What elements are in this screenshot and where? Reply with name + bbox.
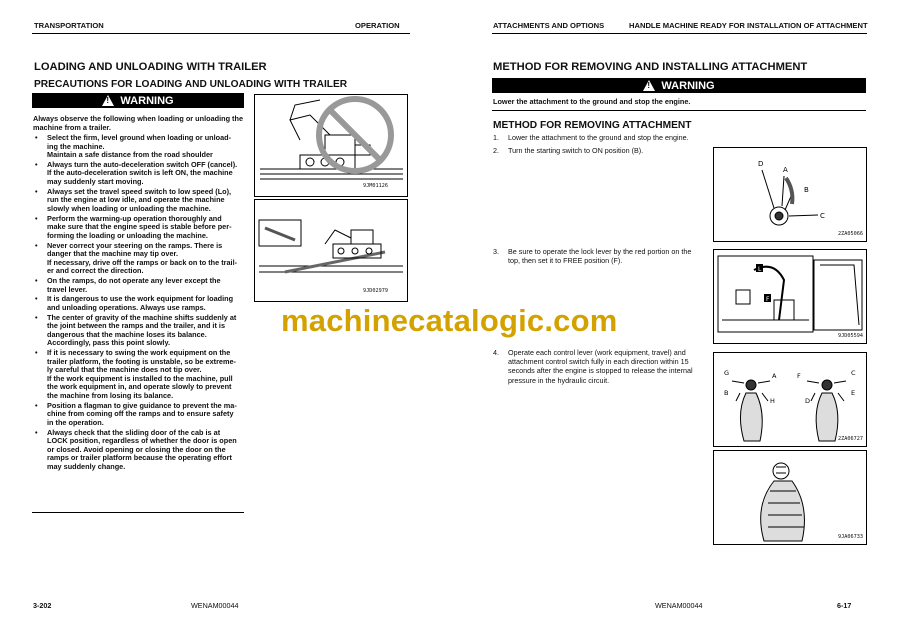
label-l: L bbox=[758, 266, 762, 273]
right-header-chapter: HANDLE MACHINE READY FOR INSTALLATION OF ATTACHMENT bbox=[629, 21, 868, 30]
step-number: 3. bbox=[493, 247, 499, 256]
fig-code: 9JA06733 bbox=[838, 534, 863, 540]
bullet-line: • Select the firm, level ground when loading or unload- bbox=[47, 133, 232, 142]
bullet-line: • Perform the warming-up operation thoroughly and bbox=[47, 213, 222, 223]
bullet-line: ing the machine. bbox=[47, 141, 105, 151]
bullet-item bbox=[33, 314, 247, 348]
left-intro: Always observe the following when loading or unloading the machine from a trailer. bbox=[33, 114, 244, 133]
bullet-line: • Never correct your steering on the ramps. There is bbox=[47, 240, 223, 250]
bullet-item bbox=[33, 161, 247, 187]
figure-trailer-prohibited bbox=[254, 94, 408, 197]
bullet-line: If necessary, drive off the ramps or back on to the trail- bbox=[47, 257, 238, 267]
warning-triangle-icon bbox=[643, 80, 655, 91]
bullet-line: forming the loading or unloading the machine. bbox=[47, 230, 208, 240]
bullet-line: • Always check that the sliding door of the cab is at bbox=[47, 427, 221, 437]
fig-code: 9JD02979 bbox=[363, 288, 388, 294]
fig-code: 9JD05594 bbox=[838, 333, 863, 339]
right-header-rule bbox=[492, 33, 867, 34]
bullet-item bbox=[33, 429, 247, 472]
figure-lock-lever bbox=[713, 249, 867, 344]
bullet-line: • Always set the travel speed switch to low speed (Lo), bbox=[47, 186, 232, 196]
label-a: A bbox=[772, 372, 777, 380]
fig-code: 2ZA06727 bbox=[838, 436, 863, 442]
figure-control-levers bbox=[713, 352, 867, 447]
bullet-item bbox=[33, 295, 247, 312]
label-f: F bbox=[797, 372, 801, 380]
step-line: top, then set it to FREE position (F). bbox=[508, 256, 623, 266]
warning-triangle-icon bbox=[102, 95, 114, 106]
bullet-line: • If it is necessary to swing the work equipment on the bbox=[47, 348, 231, 357]
left-header-chapter: OPERATION bbox=[355, 21, 400, 30]
bullet-line: run the engine at low idle, and operate the machine bbox=[47, 195, 225, 205]
bullet-line: the joint between the ramps and the trailer, and it is bbox=[47, 321, 225, 331]
bullet-item bbox=[33, 402, 247, 428]
left-doc-code: WENAM00044 bbox=[191, 601, 239, 610]
label-d: D bbox=[805, 397, 811, 405]
step-number: 2. bbox=[493, 146, 499, 155]
bullet-line: Maintain a safe distance from the road shoulder bbox=[47, 150, 213, 160]
bullet-line: in the operation. bbox=[47, 417, 104, 427]
bullet-line: ramps or trailer platform because the operating effort bbox=[47, 453, 232, 463]
control-levers-illustration bbox=[714, 353, 866, 446]
bullet-line: may suddenly change. bbox=[47, 461, 126, 471]
ramp-loading-illustration bbox=[255, 200, 407, 301]
figure-ramp-loading bbox=[254, 199, 408, 302]
bullet-line: travel lever. bbox=[47, 284, 88, 294]
step-line: pressure in the hydraulic circuit. bbox=[508, 375, 610, 385]
bullet-item bbox=[33, 188, 247, 214]
left-header-section: TRANSPORTATION bbox=[34, 21, 104, 30]
warning-label: WARNING bbox=[661, 79, 715, 92]
bullet-line: danger that the machine may tip over. bbox=[47, 249, 178, 259]
bullet-line: chine from coming off the ramps and to ensure safety bbox=[47, 409, 234, 419]
step-line: Turn the starting switch to ON position (B). bbox=[508, 146, 644, 155]
bullet-line: may suddenly start moving. bbox=[47, 177, 144, 187]
bullet-line: • It is dangerous to use the work equipment for loading bbox=[47, 294, 234, 304]
bullet-line: LOCK position, regardless of whether the door is open bbox=[47, 436, 237, 446]
bullet-line: • On the ramps, do not operate any lever except the bbox=[47, 275, 221, 285]
bullet-line: ly careful that the machine does not tip over. bbox=[47, 365, 202, 375]
label-e: E bbox=[851, 389, 856, 397]
bullet-item bbox=[33, 349, 247, 401]
bullet-line: or closed. Avoid opening or closing the door on the bbox=[47, 444, 226, 454]
fig-code: 2ZA05066 bbox=[838, 231, 863, 237]
bullet-line: slowly when loading or unloading the machine. bbox=[47, 203, 211, 213]
bullet-item bbox=[33, 215, 247, 241]
bullet-line: and unloading operations. Always use ramps. bbox=[47, 302, 206, 312]
right-header-section: ATTACHMENTS AND OPTIONS bbox=[493, 21, 605, 30]
left-subtitle: PRECAUTIONS FOR LOADING AND UNLOADING WITH TRAILER bbox=[34, 79, 348, 90]
trailer-prohibited-illustration bbox=[255, 95, 407, 196]
fig-code: 9JM01126 bbox=[363, 183, 388, 189]
bullet-item bbox=[33, 277, 247, 294]
right-warning-banner bbox=[492, 78, 866, 93]
bullet-item bbox=[33, 242, 247, 276]
bullet-line: the work equipment in, and operate slowly to prevent bbox=[47, 382, 232, 392]
warning-label: WARNING bbox=[120, 94, 174, 107]
figure-attachment-switch bbox=[713, 450, 867, 545]
bullet-line: Accordingly, pass this point slowly. bbox=[47, 338, 170, 348]
label-c: C bbox=[820, 212, 825, 220]
step-number: 4. bbox=[493, 348, 499, 357]
left-header-rule bbox=[32, 33, 410, 34]
bullet-line: trailer platform, the footing is unstable, so be extreme- bbox=[47, 356, 236, 366]
figure-starting-switch bbox=[713, 147, 867, 242]
bullet-line: If the work equipment is installed to the machine, pull bbox=[47, 373, 233, 383]
bullet-line: er and correct the direction. bbox=[47, 266, 144, 276]
right-title: METHOD FOR REMOVING AND INSTALLING ATTACHMENT bbox=[493, 61, 808, 73]
left-warning-banner bbox=[32, 93, 244, 108]
label-d: D bbox=[758, 160, 764, 168]
bullet-line: If the auto-deceleration switch is left ON, the machine bbox=[47, 168, 233, 178]
label-h: H bbox=[770, 397, 775, 405]
right-subtitle: METHOD FOR REMOVING ATTACHMENT bbox=[493, 120, 692, 131]
bullet-line: dangerous that the machine loses its balance. bbox=[47, 329, 207, 339]
right-warning-text: Lower the attachment to the ground and stop the engine. bbox=[493, 97, 691, 106]
label-b: B bbox=[804, 186, 809, 194]
bullet-line: • The center of gravity of the machine shifts suddenly at bbox=[47, 312, 237, 322]
label-a: A bbox=[783, 166, 788, 174]
watermark: machinecatalogic.com bbox=[281, 303, 618, 338]
bullet-line: the machine from losing its balance. bbox=[47, 390, 174, 400]
attachment-switch-illustration bbox=[714, 451, 866, 544]
left-title: LOADING AND UNLOADING WITH TRAILER bbox=[34, 61, 267, 73]
left-end-rule bbox=[32, 512, 244, 513]
bullet-line: • Position a flagman to give guidance to prevent the ma- bbox=[47, 400, 237, 410]
left-bullet-list bbox=[33, 134, 247, 473]
label-g: G bbox=[724, 369, 730, 377]
step-line: seconds after the engine is stopped to release the internal bbox=[508, 366, 693, 376]
label-c: C bbox=[851, 369, 856, 377]
starting-switch-illustration bbox=[714, 148, 866, 241]
label-b: B bbox=[724, 389, 729, 397]
lock-lever-illustration bbox=[714, 250, 866, 343]
step-line: Lower the attachment to the ground and stop the engine. bbox=[508, 133, 689, 142]
right-page-number: 6-17 bbox=[837, 601, 852, 610]
right-doc-code: WENAM00044 bbox=[655, 601, 703, 610]
bullet-line: • Always turn the auto-deceleration switch OFF (cancel). bbox=[47, 159, 238, 169]
right-warning-rule bbox=[492, 110, 866, 111]
step-number: 1. bbox=[493, 133, 499, 142]
label-f: F bbox=[766, 296, 770, 303]
bullet-line: make sure that the engine speed is stable before per- bbox=[47, 222, 232, 232]
left-page-number: 3-202 bbox=[33, 601, 52, 610]
step-line: attachment control switch fully in each direction within 15 bbox=[508, 357, 689, 367]
bullet-item bbox=[33, 134, 247, 160]
step-line: Operate each control lever (work equipment, travel) and bbox=[508, 348, 686, 357]
step-line: Be sure to operate the lock lever by the red portion on the bbox=[508, 247, 692, 256]
